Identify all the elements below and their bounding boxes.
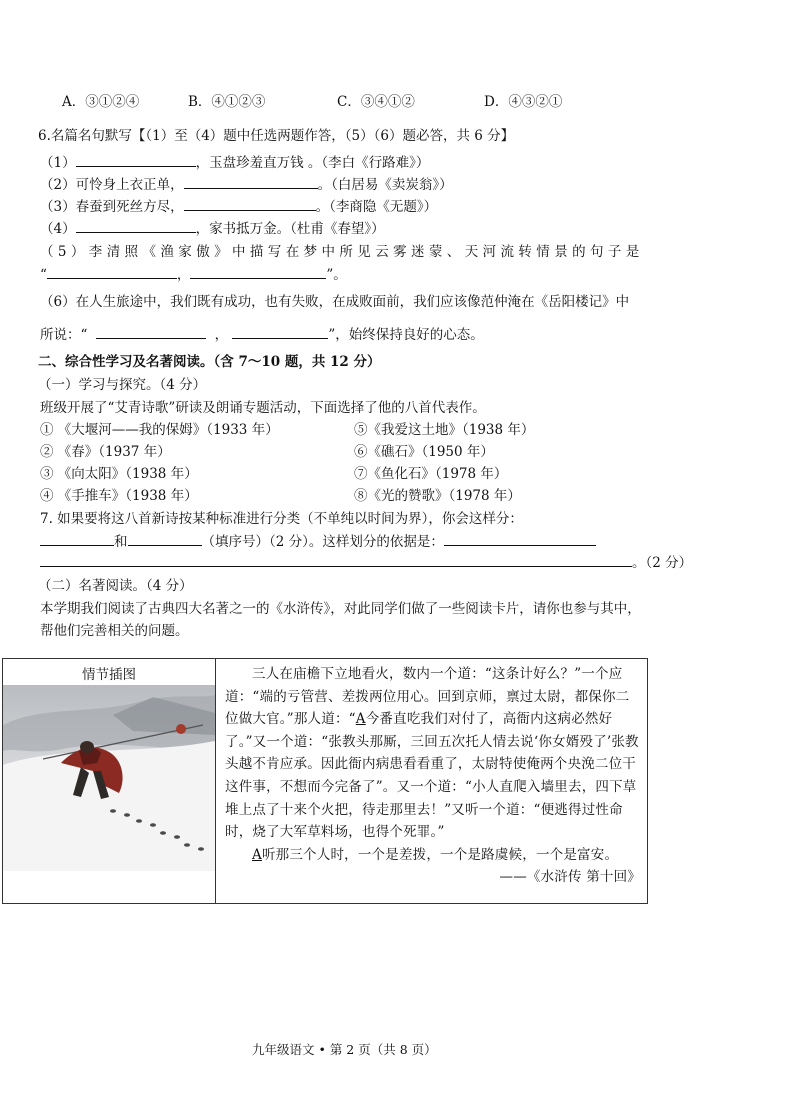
- excerpt-p2-text: 听那三个人时，一个是差拨，一个是路虞候，一个是富安。: [261, 846, 619, 863]
- section-2-title: 二、综合性学习及名著阅读。（含 7～10 题，共 12 分）: [38, 354, 381, 370]
- poem-5: ⑤《我爱这土地》（1938 年）: [354, 422, 535, 438]
- card-excerpt: [225, 663, 641, 889]
- q6-l1-pre: （1）: [40, 155, 76, 171]
- poem-1: ① 《大堰河——我的保姆》（1933 年）: [40, 422, 279, 438]
- option-b: B．④①②③: [188, 94, 266, 110]
- q6-title: 6.名篇名句默写【（1）至（4）题中任选两题作答，（5）（6）题必答，共 6 分】: [38, 128, 515, 144]
- q6-l3-post: 。（李商隐《无题》）: [315, 199, 438, 215]
- q6-l1-post: ，玉盘珍羞直万钱 。（李白《行路难》）: [195, 155, 430, 171]
- q6-line-6b: [40, 323, 484, 343]
- answer-blank-1[interactable]: [76, 152, 196, 167]
- marker-a-2: A: [252, 846, 262, 863]
- answer-blank-2[interactable]: [184, 174, 318, 189]
- option-c: C．③④①②: [337, 94, 415, 110]
- part-2-intro-2: 帮他们完善相关的问题。: [40, 623, 189, 639]
- excerpt-p1-part-b: 今番直吃我们对付了，高衙内这病必然好了。”又一个道：“张教头那厮，三回五次托人情去说‘你女婿殁了’张教头越不肯应承。因此衙内病患看看重了，太尉特使俺两个央浼二位干这件事，不想而今完备了”。又一个道：“小人直爬入墙里去，四下草堆上点了十来个火把，待走那里去！”又听一个道：“便逃得过性命时，烧了大军草料场，也得个死罪。”: [225, 711, 639, 841]
- answer-blank-4[interactable]: [76, 218, 196, 233]
- reading-card: [2, 658, 648, 904]
- q6-l4-pre: （4）: [40, 221, 76, 237]
- q6-l5-close-quote: ”。: [326, 267, 347, 283]
- excerpt-p1-part-a: 三人在庙檐下立地看火，数内一个道：“这条计好么？”一个应道：“端的亏管营、差拨两位用心。回到京师，禀过太尉，都保你二位做大官。”那人道：“: [225, 666, 630, 728]
- poem-8: ⑧《光的赞歌》（1978 年）: [354, 488, 521, 504]
- answer-blank-5b[interactable]: [190, 264, 326, 279]
- snow-scene-illustration: [3, 685, 215, 871]
- q7-mid: （填序号）（2 分）。这样划分的依据是：: [201, 534, 444, 550]
- card-title: 情节插图: [82, 667, 136, 683]
- q6-l2-post: 。（白居易《卖炭翁》）: [317, 177, 453, 193]
- answer-blank-3[interactable]: [184, 196, 316, 211]
- option-a: A．③①②④: [62, 94, 140, 110]
- excerpt-paragraph-2: [225, 844, 641, 867]
- part-2-title: （二）名著阅读。（4 分）: [38, 578, 193, 594]
- q7-and: 和: [114, 534, 128, 550]
- q6-line-3: [40, 195, 437, 215]
- q6-l6-pre: 所说：“: [40, 327, 88, 343]
- answer-blank-6b[interactable]: [232, 324, 328, 339]
- q7-end: 。（2 分）: [632, 555, 693, 571]
- q6-l4-post: ，家书抵万金。（杜甫《春望》）: [195, 221, 385, 237]
- poem-4: ④ 《手推车》（1938 年）: [40, 488, 198, 504]
- q6-line-6a: （6）在人生旅途中，我们既有成功，也有失败，在成败面前，我们应该像范仲淹在《岳阳楼记》中: [40, 294, 630, 310]
- poem-3: ③ 《向太阳》（1938 年）: [40, 466, 198, 482]
- q6-l2-pre: （2）可怜身上衣正单，: [40, 177, 184, 193]
- q6-line-1: [40, 151, 429, 171]
- q6-l5-comma: ，: [176, 267, 191, 283]
- part-1-title: （一）学习与探究。（4 分）: [38, 377, 207, 393]
- excerpt-paragraph-1: [225, 663, 641, 844]
- q7-basis-line: [40, 551, 692, 571]
- marker-a-1: A: [355, 711, 366, 728]
- q6-l3-pre: （3）春蚕到死丝方尽，: [40, 199, 184, 215]
- answer-blank-7c[interactable]: [444, 531, 596, 546]
- poem-6: ⑥《礁石》（1950 年）: [354, 444, 494, 460]
- q6-l6-post: ”，始终保持良好的心态。: [328, 327, 484, 343]
- card-illustration-panel: [3, 659, 216, 903]
- answer-blank-6a[interactable]: [96, 324, 206, 339]
- q6-line-5b: [40, 263, 347, 283]
- poem-2: ② 《春》（1937 年）: [40, 444, 171, 460]
- answer-blank-7d[interactable]: [40, 552, 632, 567]
- excerpt-source: ——《水浒传 第十回》: [499, 869, 641, 886]
- page-footer: 九年级语文 • 第 2 页（共 8 页）: [252, 1042, 437, 1057]
- q6-l6-comma: ，: [214, 327, 229, 343]
- part-1-intro: 班级开展了“艾青诗歌”研读及朗诵专题活动，下面选择了他的八首代表作。: [40, 400, 486, 416]
- answer-blank-7a[interactable]: [40, 531, 114, 546]
- poem-7: ⑦《鱼化石》（1978 年）: [354, 466, 508, 482]
- part-2-intro-1: 本学期我们阅读了古典四大名著之一的《水浒传》，对此同学们做了一些阅读卡片，请你也参与其中，: [40, 601, 641, 617]
- q7-answer-line: [40, 530, 596, 550]
- q7-prompt: 7. 如果要将这八首新诗按某种标准进行分类（不单纯以时间为界），你会这样分：: [40, 511, 523, 527]
- q6-line-5a: （5）李清照《渔家傲》中描写在梦中所见云雾迷蒙、天河流转情景的句子是: [40, 244, 644, 260]
- answer-blank-5a[interactable]: [47, 264, 177, 279]
- q6-line-4: [40, 217, 385, 237]
- answer-blank-7b[interactable]: [128, 531, 202, 546]
- q6-l5-open-quote: “: [40, 267, 47, 283]
- option-d: D．④③②①: [484, 94, 563, 110]
- q6-line-2: [40, 173, 453, 193]
